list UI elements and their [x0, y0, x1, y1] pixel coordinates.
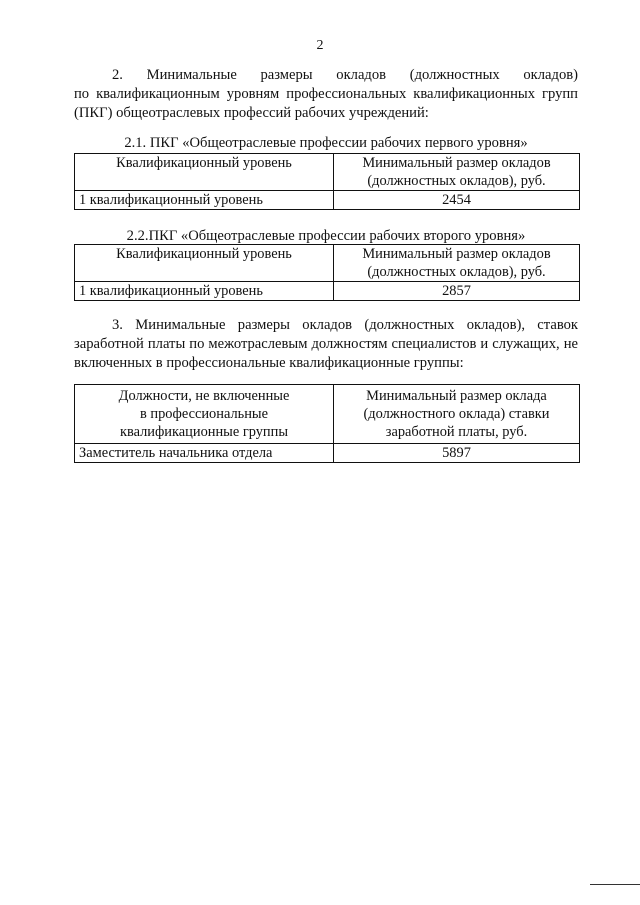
header-minimum-salary-line2: (должностных окладов), руб.: [367, 264, 546, 280]
row-salary-value: 5897: [334, 444, 580, 463]
header-minimum-salary-line2: (должностного оклада) ставки: [363, 406, 550, 422]
table-row: [75, 282, 580, 301]
header-minimum-salary: [334, 245, 580, 282]
table-row: [75, 191, 580, 210]
section-3-paragraph: [74, 316, 578, 373]
row-salary-value: 2454: [334, 191, 580, 210]
header-minimum-salary-line1: Минимальный размер окладов: [362, 246, 551, 262]
header-minimum-salary: [334, 385, 580, 444]
header-minimum-salary: [334, 154, 580, 191]
footer-rule: [590, 884, 640, 885]
header-positions: [75, 385, 334, 444]
header-qualification-level: Квалификационный уровень: [75, 245, 334, 282]
section-2-text: по квалификационным уровням профессиональных квалификационных групп (ПКГ) общеотраслевых профессий рабочих учреждений:: [74, 86, 578, 121]
subsection-2-1-title: 2.1. ПКГ «Общеотраслевые профессии рабочих первого уровня»: [124, 135, 528, 151]
section-3-text: заработной платы по межотраслевым должностям специалистов и служащих, не включенных в профессиональные квалификационные группы:: [74, 336, 578, 371]
section-2-first-line: 2. Минимальные размеры окладов (должностных окладов): [112, 67, 578, 83]
page-number: 2: [316, 38, 324, 53]
section-3-first-line: 3. Минимальные размеры окладов (должностных окладов), ставок: [112, 317, 578, 333]
table-header-row: [75, 245, 580, 282]
table-2-2: [74, 244, 580, 301]
header-positions-line1: Должности, не включенные: [118, 388, 290, 404]
subsection-2-2-title: 2.2.ПКГ «Общеотраслевые профессии рабочих второго уровня»: [126, 228, 526, 244]
header-qualification-level: Квалификационный уровень: [75, 154, 334, 191]
header-positions-line3: квалификационные группы: [119, 424, 288, 440]
table-header-row: [75, 154, 580, 191]
row-position: Заместитель начальника отдела: [75, 444, 334, 463]
section-2-paragraph: [74, 66, 578, 123]
header-minimum-salary-line1: Минимальный размер оклада: [366, 388, 547, 404]
table-header-row: [75, 385, 580, 444]
header-minimum-salary-line1: Минимальный размер окладов: [362, 155, 551, 171]
table-row: [75, 444, 580, 463]
row-qualification-level: 1 квалификационный уровень: [75, 191, 334, 210]
header-minimum-salary-line2: (должностных окладов), руб.: [367, 173, 546, 189]
header-minimum-salary-line3: заработной платы, руб.: [385, 424, 528, 440]
row-salary-value: 2857: [334, 282, 580, 301]
header-positions-line2: в профессиональные: [140, 406, 268, 422]
table-2-1: [74, 153, 580, 210]
table-3: [74, 384, 580, 463]
row-qualification-level: 1 квалификационный уровень: [75, 282, 334, 301]
